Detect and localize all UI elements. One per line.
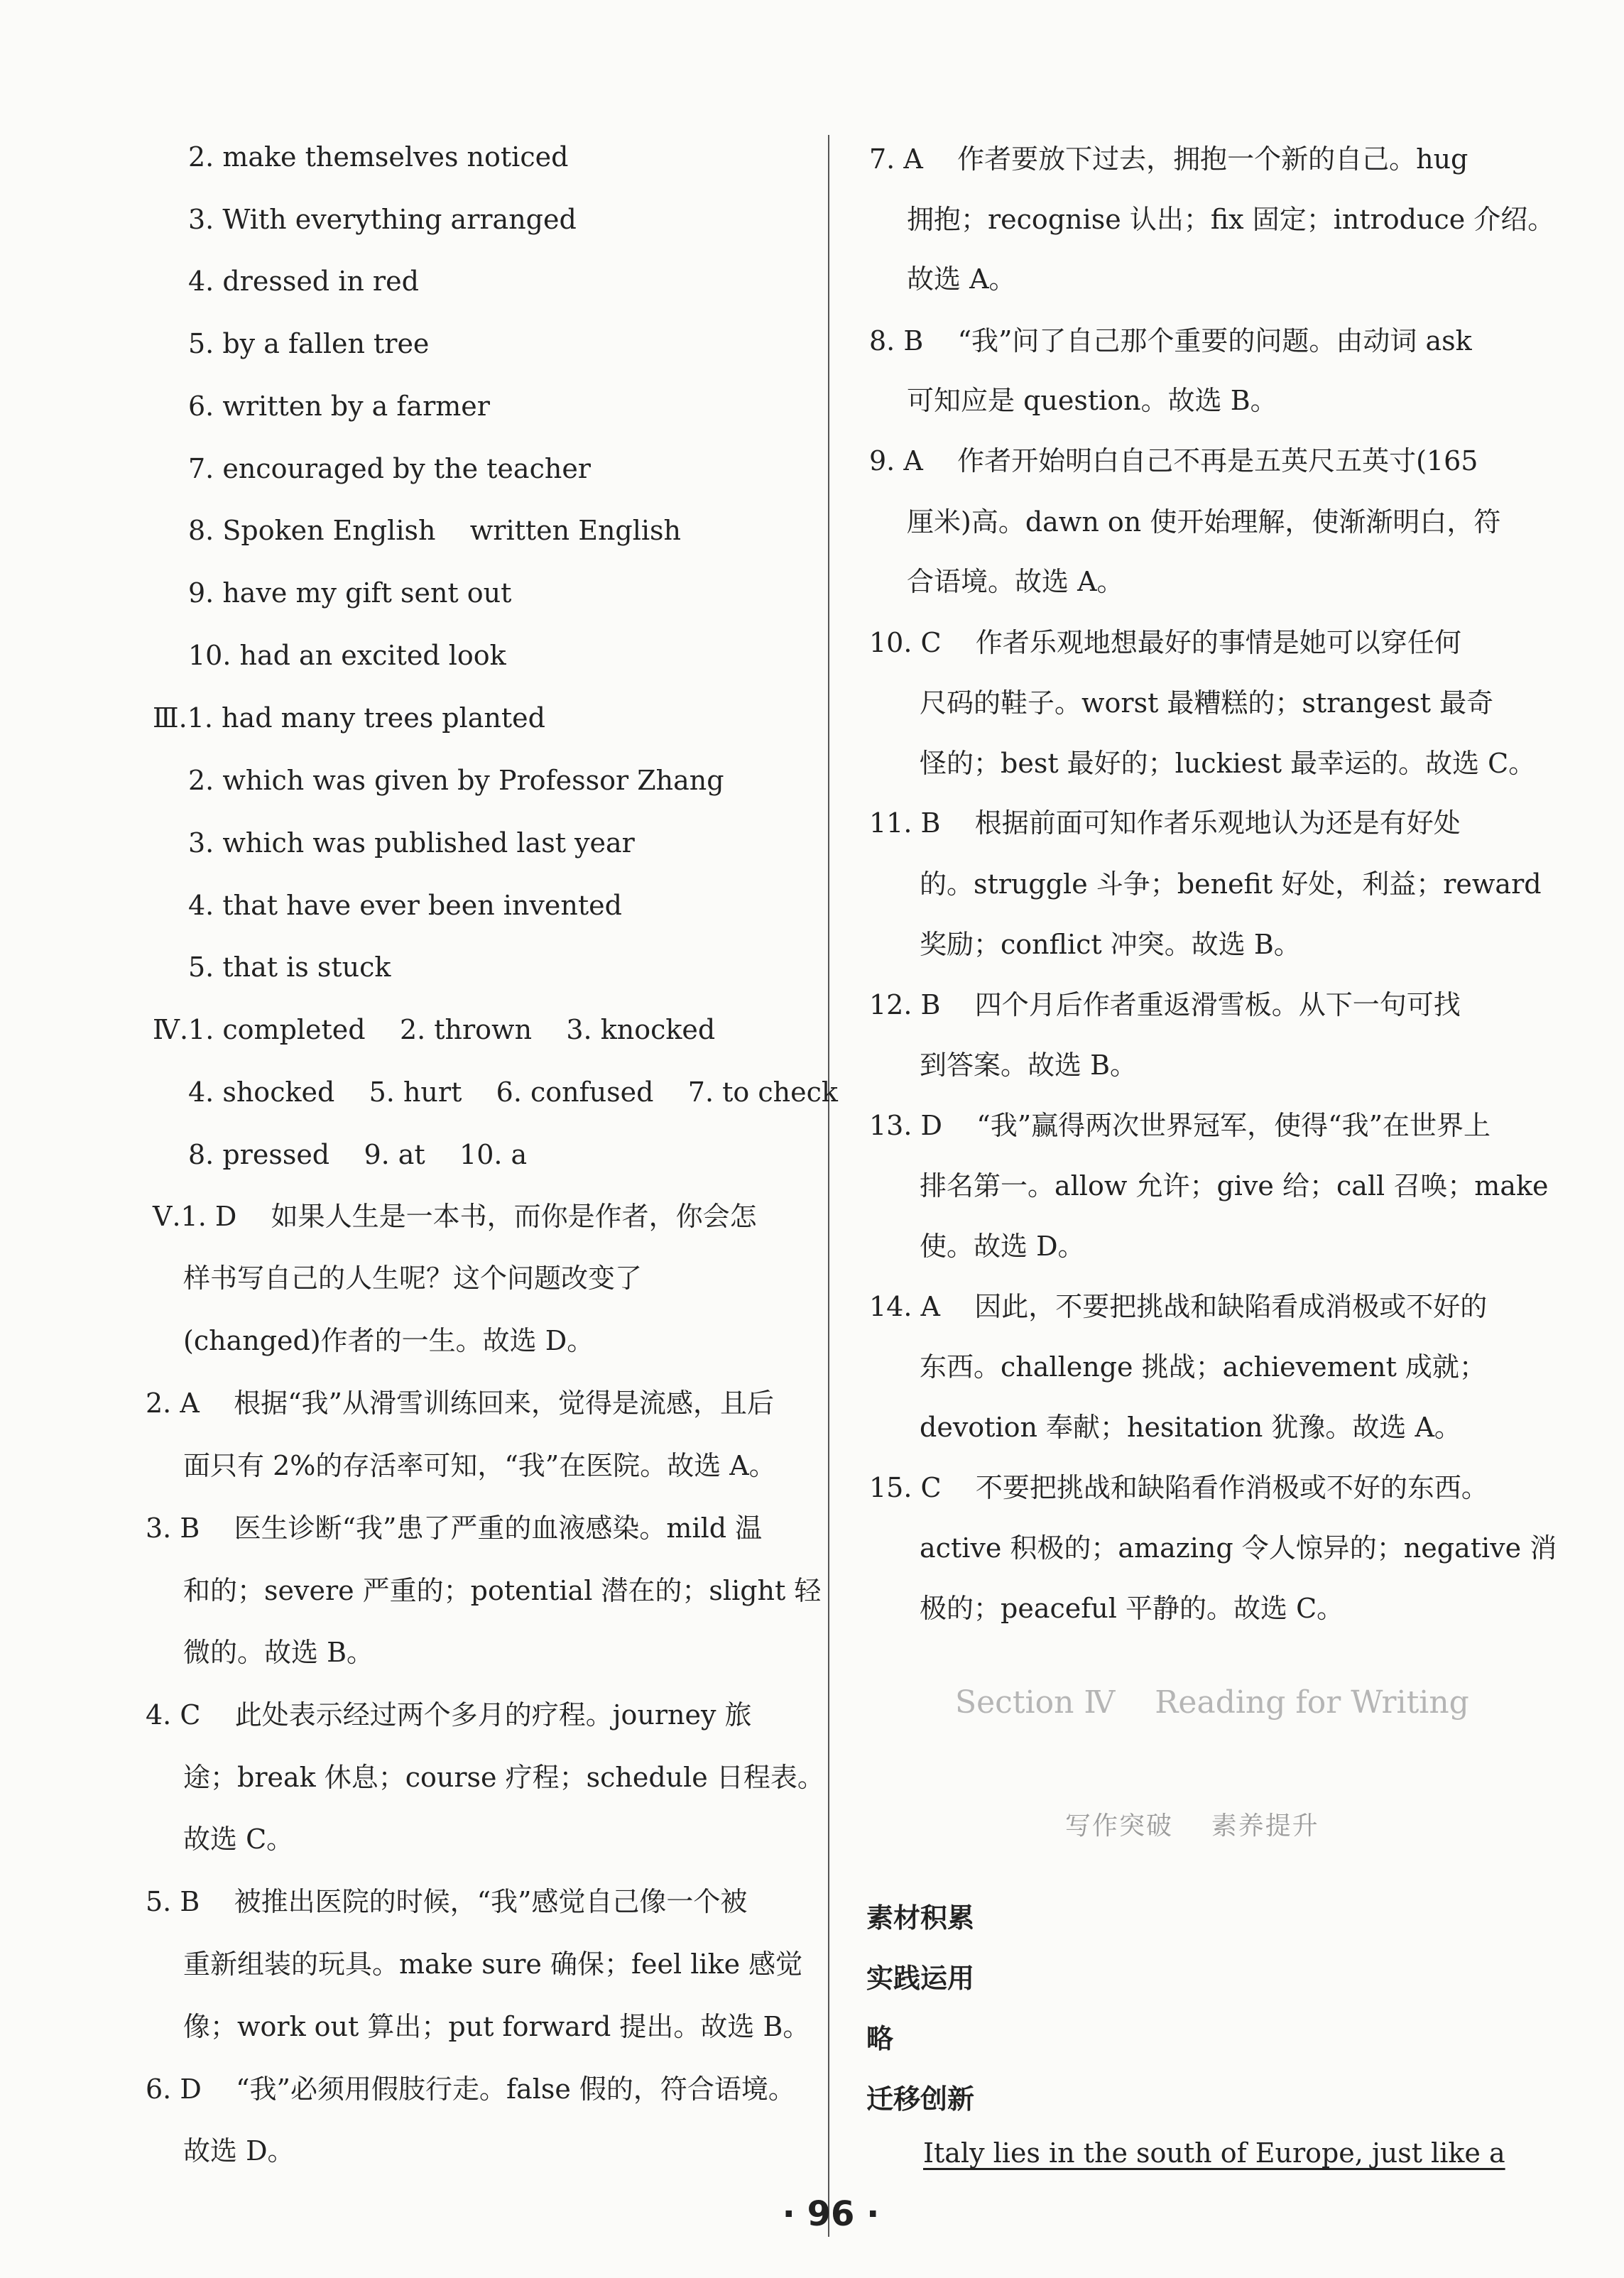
answer-line: 排名第一。allow 允许；give 给；call 召唤；make <box>920 1170 1549 1201</box>
answer-line: 极的；peaceful 平静的。故选 C。 <box>920 1593 1344 1624</box>
answer-line: 2. which was given by Professor Zhang <box>188 765 724 796</box>
answer-line: 6. written by a farmer <box>188 391 490 422</box>
answer-line: active 积极的；amazing 令人惊异的；negative 消 <box>920 1532 1557 1564</box>
answer-line: 4. shocked 5. hurt 6. confused 7. to check <box>188 1077 838 1108</box>
answer-line: 拥抱；recognise 认出；fix 固定；introduce 介绍。 <box>907 204 1555 235</box>
answer-line: Ⅴ.1. D 如果人生是一本书，而你是作者，你会怎 <box>153 1201 757 1232</box>
answer-line: 故选 C。 <box>183 1824 294 1855</box>
answer-line: 3. B 医生诊断“我”患了严重的血液感染。mild 温 <box>146 1513 763 1544</box>
section-subtitle: 写作突破 素养提升 <box>1065 1811 1319 1841</box>
page-number: · 96 · <box>782 2194 880 2234</box>
answer-line: 11. B 根据前面可知作者乐观地认为还是有好处 <box>869 807 1461 839</box>
answer-line: 合语境。故选 A。 <box>907 566 1124 597</box>
answer-line: 8. B “我”问了自己那个重要的问题。由动词 ask <box>869 325 1472 356</box>
answer-line: 3. which was published last year <box>188 827 635 859</box>
answer-line: Ⅳ.1. completed 2. thrown 3. knocked <box>153 1014 716 1045</box>
answer-line: 5. B 被推出医院的时候，“我”感觉自己像一个被 <box>146 1886 748 1917</box>
answer-line: 8. Spoken English written English <box>188 515 682 546</box>
label-transfer: 迁移创新 <box>866 2083 975 2115</box>
answer-line: Ⅲ.1. had many trees planted <box>153 702 545 734</box>
answer-line: 9. have my gift sent out <box>188 577 512 609</box>
answer-line: 样书写自己的人生呢？这个问题改变了 <box>183 1263 643 1294</box>
label-omitted: 略 <box>866 2023 894 2054</box>
answer-line: 10. C 作者乐观地想最好的事情是她可以穿任何 <box>869 627 1461 658</box>
answer-line: 4. that have ever been invented <box>188 890 622 921</box>
section-title: Section Ⅳ Reading for Writing <box>955 1684 1469 1721</box>
answer-line: 7. encouraged by the teacher <box>188 453 591 484</box>
answer-line: 9. A 作者开始明白自己不再是五英尺五英寸(165 <box>869 445 1478 476</box>
answer-line: 6. D “我”必须用假肢行走。false 假的，符合语境。 <box>146 2073 795 2105</box>
answer-line: 厘米)高。dawn on 使开始理解，使渐渐明白，符 <box>907 506 1501 538</box>
answer-line: 10. had an excited look <box>188 640 506 671</box>
answer-line: 到答案。故选 B。 <box>920 1050 1138 1081</box>
answer-line: 像；work out 算出；put forward 提出。故选 B。 <box>183 2011 810 2042</box>
answer-line: 怪的；best 最好的；luckiest 最幸运的。故选 C。 <box>920 748 1536 779</box>
answer-line: 可知应是 question。故选 B。 <box>907 385 1277 416</box>
answer-line: 使。故选 D。 <box>920 1231 1085 1262</box>
answer-line: 15. C 不要把挑战和缺陷看作消极或不好的东西。 <box>869 1472 1488 1503</box>
writing-sample-line: Italy lies in the south of Europe, just like a <box>923 2137 1505 2169</box>
answer-line: (changed)作者的一生。故选 D。 <box>183 1325 594 1356</box>
answer-line: 故选 D。 <box>183 2135 295 2167</box>
answer-line: 尺码的鞋子。worst 最糟糕的；strangest 最奇 <box>920 687 1494 719</box>
answer-line: 重新组装的玩具。make sure 确保；feel like 感觉 <box>183 1949 803 1980</box>
answer-line: 微的。故选 B。 <box>183 1637 374 1668</box>
answer-line: 13. D “我”赢得两次世界冠军，使得“我”在世界上 <box>869 1110 1491 1141</box>
answer-line: 东西。challenge 挑战；achievement 成就； <box>920 1351 1486 1383</box>
answer-line: 8. pressed 9. at 10. a <box>188 1139 528 1170</box>
answer-line: 4. dressed in red <box>188 266 419 297</box>
answer-line: 14. A 因此，不要把挑战和缺陷看成消极或不好的 <box>869 1291 1488 1322</box>
answer-line: 和的；severe 严重的；potential 潜在的；slight 轻 <box>183 1575 822 1606</box>
answer-line: 2. A 根据“我”从滑雪训练回来，觉得是流感，且后 <box>146 1388 774 1419</box>
answer-line: 5. by a fallen tree <box>188 328 430 359</box>
answer-line: 12. B 四个月后作者重返滑雪板。从下一句可找 <box>869 989 1461 1020</box>
answer-line: 7. A 作者要放下过去，拥抱一个新的自己。hug <box>869 143 1468 175</box>
answer-line: 2. make themselves noticed <box>188 141 569 173</box>
answer-line: 途；break 休息；course 疗程；schedule 日程表。 <box>183 1762 824 1793</box>
label-practice: 实践运用 <box>866 1963 975 1994</box>
answer-line: devotion 奉献；hesitation 犹豫。故选 A。 <box>920 1412 1461 1443</box>
answer-line: 5. that is stuck <box>188 952 391 983</box>
answer-line: 的。struggle 斗争；benefit 好处，利益；reward <box>920 868 1542 900</box>
answer-line: 3. With everything arranged <box>188 204 577 235</box>
answer-line: 4. C 此处表示经过两个多月的疗程。journey 旅 <box>146 1699 752 1731</box>
answer-line: 面只有 2%的存活率可知，“我”在医院。故选 A。 <box>183 1450 776 1481</box>
column-divider <box>828 135 829 2237</box>
answer-line: 奖励；conflict 冲突。故选 B。 <box>920 929 1301 960</box>
answer-line: 故选 A。 <box>907 263 1016 295</box>
label-material: 素材积累 <box>866 1902 975 1934</box>
